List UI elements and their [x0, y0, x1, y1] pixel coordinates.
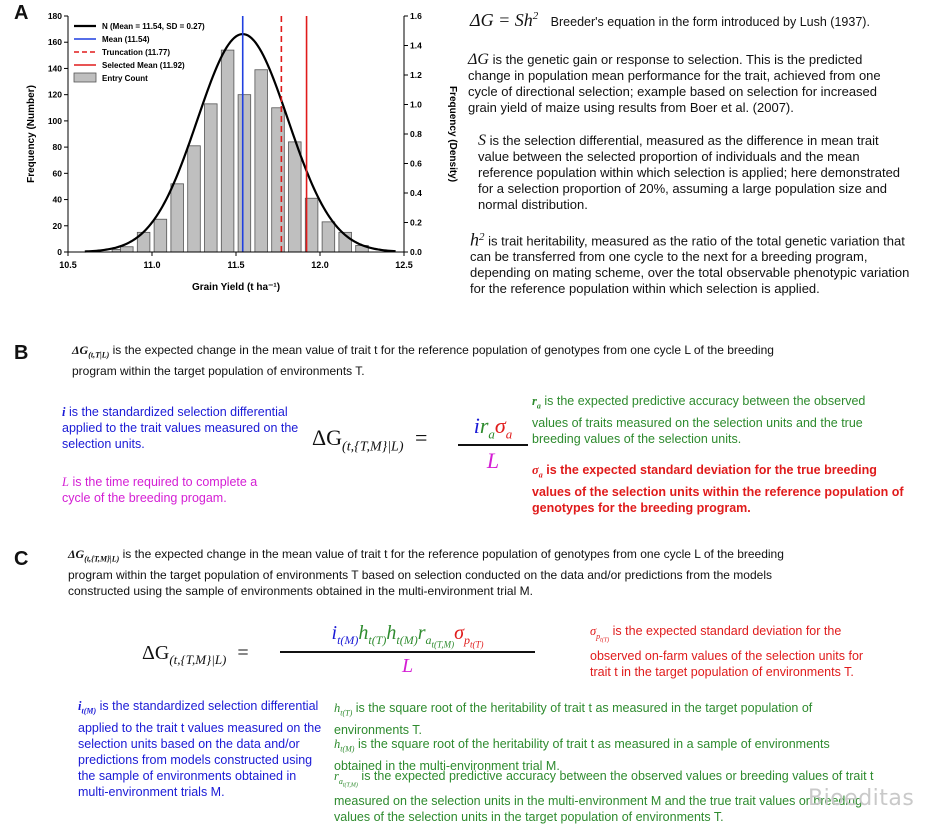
y2-tick-label: 0.6	[410, 158, 422, 169]
y-tick-label: 0	[57, 247, 62, 257]
heritability-definition: $h^2$ is trait heritability, measured as the ratio of the total genetic variation that can be transferred from one cycle to the next for a breeding program, depending on mating scheme, over the total observable phenotypic variation for the reference population within which selection is applied.	[470, 229, 910, 297]
histogram-bar	[154, 219, 167, 252]
panel-b-i-definition: i is the standardized selection differential applied to the trait values measured on the selection units.	[62, 405, 299, 451]
x-tick-label: 11.0	[143, 260, 161, 270]
y2-tick-label: 1.0	[410, 99, 422, 110]
y-tick-label: 40	[52, 194, 62, 205]
panel-c-equation-fraction	[280, 622, 535, 678]
panel-c-label: C	[14, 548, 29, 570]
y2-axis-label: Frequency (Density)	[447, 85, 458, 183]
y2-tick-label: 1.4	[410, 40, 422, 51]
y-tick-label: 120	[47, 89, 62, 100]
y2-tick-label: 0.2	[410, 217, 422, 228]
legend-label: N (Mean = 11.54, SD = 0.27)	[102, 22, 205, 31]
panel-b-l-definition: L is the time required to complete a cycle of the breeding progam.	[62, 475, 258, 505]
selection-differential-definition: S is the selection differential, measured as the difference in mean trait value between the selected proportion of individuals and the mean reference population within which selection is applied; here demonstrated for a selection proportion of 20%, assuming a large population size and normal distribution.	[478, 132, 901, 212]
histogram-bar	[121, 247, 134, 252]
histogram-bar	[221, 50, 234, 252]
y2-tick-label: 1.6	[410, 11, 422, 21]
x-tick-label: 12.0	[311, 260, 329, 270]
grain-yield-histogram	[22, 4, 462, 296]
panel-c-hm-definition: $h_{t(M)}$ is the square root of the heritability of trait t as measured in a sample of environments obtained in the multi-environment trial M.	[334, 737, 830, 773]
histogram-bar	[322, 222, 335, 252]
y-tick-label: 100	[47, 115, 62, 126]
panel-b-intro: $\Delta G_{(t,T|L)}$ is the expected change in the mean value of trait t for the reference population of genotypes from one cycle L of the breeding program within the target population of environments T.	[72, 343, 774, 379]
y-tick-label: 80	[52, 142, 62, 153]
y-tick-label: 180	[47, 11, 62, 21]
panel-b-label: B	[14, 342, 29, 364]
x-axis-label: Grain Yield (t ha⁻¹)	[191, 282, 281, 293]
y2-tick-label: 1.2	[410, 70, 422, 80]
panel-b-numerator: $ir_a\sigma_a$	[473, 413, 513, 442]
y2-tick-label: 0.0	[410, 247, 422, 257]
histogram-bar	[238, 95, 251, 252]
histogram-bar	[289, 142, 302, 252]
breeders-equation-row	[470, 10, 920, 31]
watermark: Bioeditas	[808, 786, 915, 811]
breeders-equation: $\Delta G = Sh^2$	[470, 10, 539, 30]
panel-c-denominator: L	[401, 654, 414, 677]
panel-c-equation-lhs: $\Delta G_{(t,\{T,M\}|L)}$ =	[142, 642, 249, 667]
panel-c-numerator: $i_{t(M)}h_{t(T)}h_{t(M)}r_{a_{t(T,M)}}\sigma_{p_{t(T)}}$	[331, 622, 484, 650]
legend-label: Mean (11.54)	[102, 35, 150, 44]
y-axis-label: Frequency (Number)	[26, 85, 37, 183]
histogram-bar	[272, 108, 285, 252]
histogram-bar	[205, 104, 218, 252]
panel-b-equation-lhs: $\Delta G_{(t,\{T,M\}|L)}$ =	[312, 425, 428, 455]
panel-b-equation-fraction	[458, 413, 528, 474]
y-tick-label: 20	[52, 220, 62, 231]
panel-c-r-definition: $r_{a_{t(T,M)}}$ is the expected predictive accuracy between the observed values or breeding values of trait t measured on the selection units in the multi-environment M and the true trait values or breeding values of the selection units in the target population of environments T.	[334, 769, 874, 825]
panel-c-intro: $\Delta G_{(t,\{T,M\}|L)}$ is the expected change in the mean value of trait t for the reference population of genotypes from one cycle L of the breeding program within the target population of environments T based on selection conducted on the data and/or predictions from the models constructed using the sample of environments obtained in the multi-environment trial M.	[68, 547, 784, 599]
x-tick-label: 11.5	[227, 260, 245, 270]
legend-label: Truncation (11.77)	[102, 48, 171, 57]
histogram-bar	[188, 146, 201, 252]
x-tick-label: 12.5	[395, 260, 413, 270]
panel-c-sigma-definition: $\sigma_{p_{t(T)}}$ is the expected standard deviation for the observed on-farm values of the selection units for trait t in the target population of environments T.	[590, 624, 864, 680]
histogram-bar	[255, 70, 268, 252]
y2-tick-label: 0.4	[410, 188, 422, 198]
panel-a-label: A	[14, 2, 29, 24]
x-tick-label: 10.5	[59, 260, 77, 270]
y-tick-label: 140	[47, 63, 62, 74]
breeders-equation-caption: Breeder's equation in the form introduced by Lush (1937).	[550, 15, 870, 29]
panel-b-sigma-definition: $\sigma_a$ is the expected standard deviation for the true breeding values of the selection units within the reference population of genotypes for the breeding program.	[532, 463, 904, 515]
panel-b-denominator: L	[486, 447, 500, 473]
legend-swatch	[74, 73, 96, 82]
histogram-bar	[171, 184, 184, 252]
y-tick-label: 60	[52, 168, 62, 179]
panel-b-ra-definition: $r_a$ is the expected predictive accuracy between the observed values of traits measured on the selection units and the true breeding values of the selection units.	[532, 394, 866, 446]
legend-label: Selected Mean (11.92)	[102, 61, 185, 70]
panel-c-i-definition: $i_{t(M)}$ is the standardized selection differential applied to the trait t values measured on the selection units based on the data and/or predictions from models constructed using the sample of environments obtained in multi-environment trials M.	[78, 699, 322, 799]
y2-tick-label: 0.8	[410, 129, 422, 139]
legend-label: Entry Count	[102, 74, 148, 83]
panel-c-ht-definition: $h_{t(T)}$ is the square root of the heritability of trait t as measured in the target population of environments T.	[334, 701, 813, 737]
delta-g-definition: ΔG is the genetic gain or response to selection. This is the predicted change in population mean performance for the trait, achieved from one cycle of directional selection; example based on selection for increased grain yield of maize using results from Boer et al. (2007).	[468, 51, 881, 115]
y-tick-label: 160	[47, 37, 62, 48]
